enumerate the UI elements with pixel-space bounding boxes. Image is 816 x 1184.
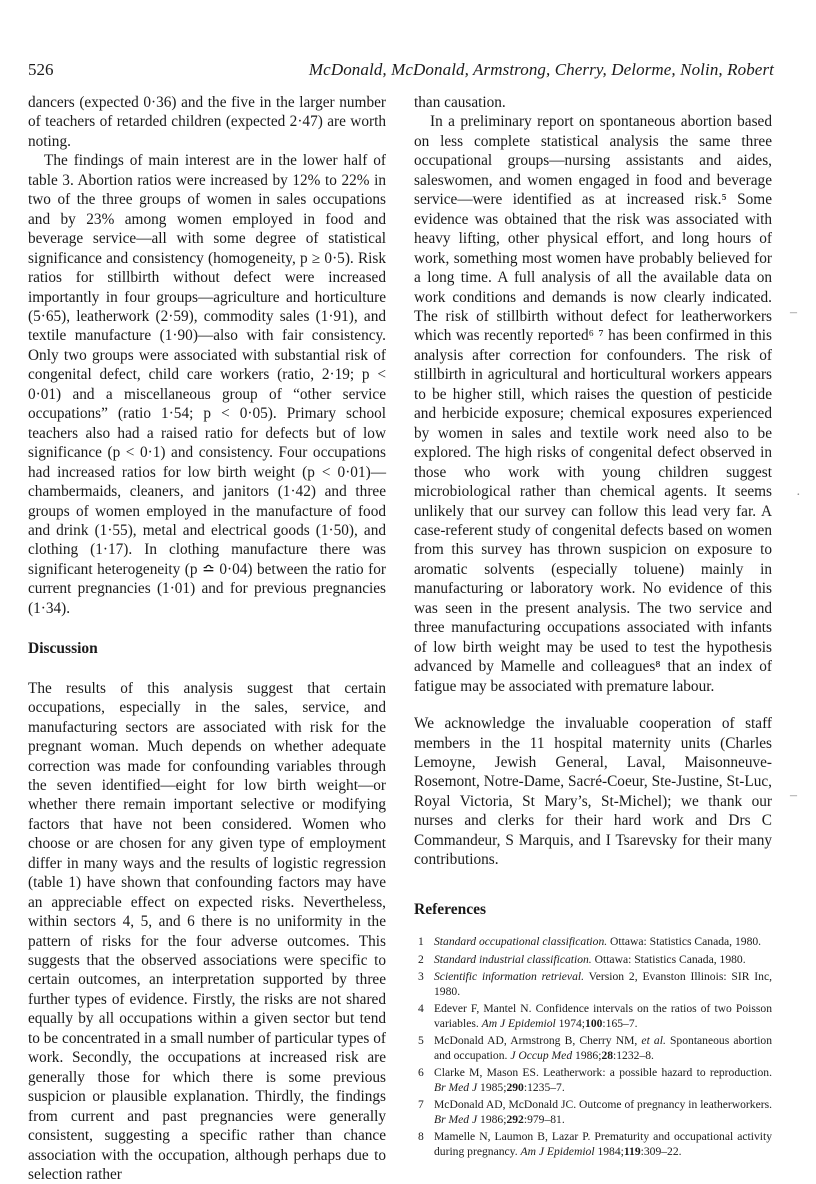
reference-item — [414, 1034, 772, 1063]
reference-number: 3 — [418, 970, 424, 984]
reference-authors: McDonald AD, Armstrong B, Cherry NM, — [434, 1034, 642, 1048]
reference-text — [434, 1130, 772, 1159]
reference-title: Scientific information retrieval. — [434, 970, 584, 984]
reference-authors-title: Mamelle N, Laumon B, Lazar P. Prematurity and occupational activity during pregnancy. — [434, 1130, 772, 1159]
reference-number: 4 — [418, 1002, 424, 1016]
reference-volume: 290 — [506, 1080, 524, 1094]
reference-journal: Br Med J — [434, 1080, 478, 1094]
paragraph: than causation. — [414, 94, 506, 111]
left-column — [28, 93, 386, 1184]
reference-title: Standard occupational classification. — [434, 935, 608, 949]
reference-text — [434, 1034, 772, 1063]
reference-item — [414, 1098, 772, 1127]
reference-year: 1985; — [477, 1080, 507, 1094]
acknowledgment-paragraph: We acknowledge the invaluable cooperation of staff members in the 11 hospital maternity units (Charles Lemoyne, Jewish General, Laval, Maisonneuve-Rosemont, Notre-Dame, Sacré-Coeur, Ste-Justine, St-Luc, Royal Victoria, St Mary’s, St-Michel); we thank our nurses and clerks for their hard work and Drs C Commandeur, S Marquis, and I Tsarevsky for their many contributions. — [414, 715, 772, 869]
reference-volume: 292 — [506, 1113, 524, 1126]
reference-item — [414, 970, 772, 999]
reference-authors-title: Clarke M, Mason ES. Leatherwork: a possible hazard to reproduction. — [434, 1066, 772, 1080]
reference-text — [434, 1002, 772, 1031]
reference-title: Spontaneous abortion and occupation. — [434, 1034, 773, 1062]
page-header — [28, 60, 774, 84]
reference-volume: 28 — [601, 1048, 614, 1062]
reference-text — [434, 953, 772, 968]
reference-pages: :1235–7. — [523, 1080, 565, 1094]
reference-pages: :1232–8. — [613, 1048, 654, 1062]
reference-number: 6 — [418, 1066, 424, 1080]
reference-number: 2 — [418, 952, 424, 966]
reference-title: Standard industrial classification. — [434, 952, 592, 966]
spacer — [414, 696, 772, 714]
reference-item — [414, 1066, 772, 1095]
reference-year: 1986; — [477, 1113, 507, 1126]
reference-text — [434, 970, 772, 999]
paragraph: In a preliminary report on spontaneous abortion based on less complete statistical analysis the same three occupational groups—nursing assistants and aides, saleswomen, and women engaged in food and beverage service—were identified as at increased risk.⁵ Some evidence was obtained that the risk was associated with heavy lifting, other physical effort, and long hours of work, something most women have probably believed for a long time. A full analysis of all the available data on work conditions and demands is now clearly indicated. The risk of stillbirth without defect for leatherworkers which was recently reported⁶ ⁷ has been confirmed in this analysis after correction for confounders. The risk of stillbirth in agricultural and horticultural workers appears to be higher still, which raises the question of pesticide and herbicide exposure; chemical exposures experienced by women in sales and textile work need also to be explored. The high risks of congenital defect observed in those who work with young children suggest microbiological rather than chemical agents. It seems unlikely that our survey can follow this lead very far. A case-referent study of congenital defects based on women from this survey has thrown suspicion on exposure to aromatic solvents (especially toluene) mainly in manufacturing or laboratory work. No evidence of this was seen in the present analysis. The two service and three manufacturing occupations associated with infants of low birth weight may be used to test the hypothesis advanced by Mamelle and colleagues⁸ that an index of fatigue may be associated with premature labour. — [414, 113, 772, 695]
reference-source: Ottawa: Statistics Canada, 1980. — [607, 935, 762, 949]
reference-year: 1984; — [594, 1145, 624, 1159]
page-number: 526 — [28, 60, 54, 79]
running-head-authors: McDonald, McDonald, Armstrong, Cherry, Delorme, Nolin, Robert — [308, 60, 774, 79]
reference-authors-title: Edever F, Mantel N. Confidence intervals on the ratios of two Poisson variables. — [434, 1002, 772, 1030]
reference-text — [434, 935, 772, 950]
reference-item — [414, 953, 772, 968]
reference-pages: :165–7. — [602, 1016, 638, 1030]
reference-pages: :309–22. — [640, 1145, 682, 1159]
reference-year: 1986; — [572, 1048, 602, 1062]
reference-item — [414, 1002, 772, 1031]
section-heading-discussion: Discussion — [28, 640, 98, 658]
references-heading: References — [414, 900, 487, 918]
right-column — [414, 93, 772, 1163]
reference-text — [434, 1098, 772, 1127]
reference-et-al: et al. — [641, 1034, 666, 1048]
reference-year: 1974; — [555, 1016, 586, 1030]
margin-dot-mark: · — [796, 488, 801, 503]
reference-volume: 100 — [585, 1016, 603, 1030]
reference-journal: Br Med J — [434, 1113, 478, 1126]
paragraph: dancers (expected 0·36) and the five in the larger number of teachers of retarded children (expected 2·47) are worth noting. — [28, 94, 386, 150]
reference-journal: J Occup Med — [510, 1048, 573, 1062]
reference-source: Ottawa: Statistics Canada, 1980. — [591, 952, 746, 966]
margin-dash-mark: – — [790, 788, 797, 803]
paragraph: The results of this analysis suggest that certain occupations, especially in the sales, service, and manufacturing sectors are associated with risk for the pregnant woman. Much depends on whether adequate correction was made for confounding variables through the seven identified—eight for low birth weight—or whether there remain important selective or modifying factors that have not been considered. Women who choose or are chosen for any given type of employment differ in many ways and the results of logistic regression (table 1) have shown that confounding factors may have an appreciable effect on expected risks. Nevertheless, within sectors 4, 5, and 6 there is no uniformity in the pattern of risks for the four adverse outcomes. This suggests that the observed associations were specific to certain outcomes, an interpretation supported by three further types of evidence. Firstly, the risks are not shared equally by all occupations within a given sector but tend to be concentrated in a small number of particular types of work. Secondly, the occupations at increased risk are generally those for which there is some previous suspicion or plausible explanation. Thirdly, the findings from current and past pregnancies were generally consistent, suggesting a specific rather than chance association with the occupation, although perhaps due to selection rather — [28, 679, 386, 1184]
reference-number: 1 — [418, 935, 424, 949]
reference-item — [414, 1130, 772, 1159]
reference-journal: Am J Epidemiol — [481, 1016, 556, 1030]
reference-number: 7 — [418, 1098, 424, 1112]
reference-volume: 119 — [623, 1145, 641, 1159]
reference-pages: :979–81. — [523, 1113, 565, 1126]
margin-dash-mark: – — [790, 305, 797, 320]
reference-source: Version 2, Evanston Illinois: SIR Inc, 1980. — [434, 970, 773, 998]
reference-number: 5 — [418, 1034, 424, 1048]
paragraph: The findings of main interest are in the lower half of table 3. Abortion ratios were increased by 12% to 22% in two of the three groups of women in sales occupations and by 23% among women employed in food and beverage service—all with some degree of statistical significance and consistency (homogeneity, p ≥ 0·5). Risk ratios for stillbirth without defect were increased importantly in four groups—agriculture and horticulture (5·65), leatherwork (2·59), commodity sales (1·91), and textile manufacture (1·90)—also with fair consistency. Only two groups were associated with substantial risk of congenital defect, child care workers (ratio, 2·19; p < 0·01) and a miscellaneous group of “other service occupations” (ratio 1·54; p < 0·05). Primary school teachers also had a raised ratio for defects but of low significance (p < 0·1) and consistency. Four occupations had increased ratios for low birth weight (p < 0·01)—chambermaids, cleaners, and janitors (1·42) and three groups of women employed in the manufacture of food and drink (1·55), metal and electrical goods (1·50), and clothing (1·17). In clothing manufacture there was significant heterogeneity (p ≏ 0·04) between the ratio for current pregnancies (1·01) and for previous pregnancies (1·34). — [28, 152, 386, 617]
reference-authors-title: McDonald AD, McDonald JC. Outcome of pregnancy in leatherworkers. — [434, 1098, 772, 1112]
reference-number: 8 — [418, 1130, 424, 1144]
reference-journal: Am J Epidemiol — [520, 1145, 595, 1159]
reference-item — [414, 935, 772, 950]
reference-text — [434, 1066, 772, 1095]
